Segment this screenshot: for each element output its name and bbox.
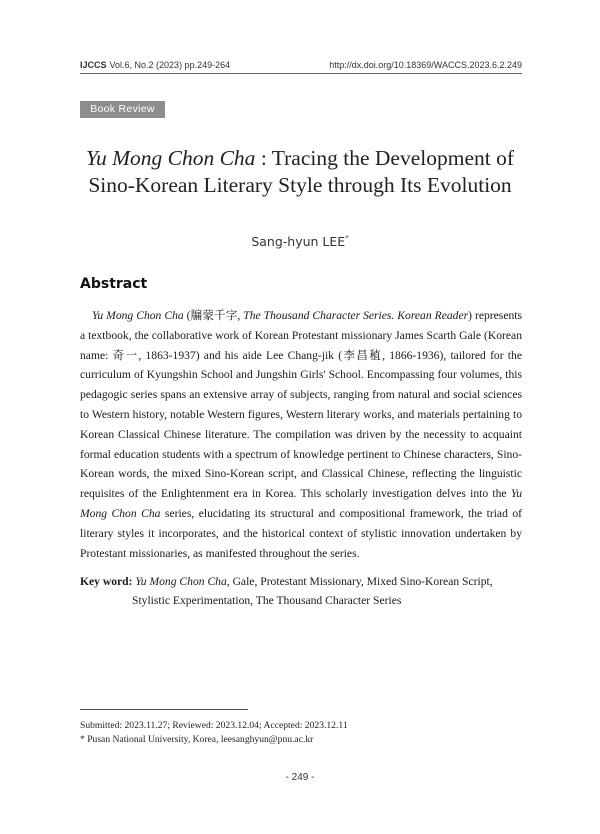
abstract-text: series, elucidating its structural and compositional framework, the triad of literary styles it incorporates, and the historical context of stylistic innovation undertaken by Protestant missionaries, as manifested throughout the series. [80,506,523,560]
footnote-dates: Submitted: 2023.11.27; Reviewed: 2023.12.04; Accepted: 2023.12.11 [80,720,348,731]
abstract-text: ) represents a textbook, the collaborative work of Korean Protestant missionary James Scarth Gale (Korean name: [80,309,522,362]
abstract-body [80,306,522,563]
footnotes [80,719,348,747]
abstract-heading: Abstract [80,276,148,292]
page-number: - 249 - [285,772,315,783]
title-italic: Yu Mong Chon Cha [85,146,256,170]
keywords-list: , Gale, Protestant Missionary, Mixed Sino-Korean Script, Stylistic Experimentation, The Thousand Character Series [132,575,493,607]
journal-volume: Vol.6, No.2 (2023) pp.249-264 [109,60,231,70]
section-badge: Book Review [80,101,165,118]
author-footnote-mark: * [345,234,349,242]
abstract-text: ( [183,309,191,322]
footnote-rule [80,709,248,710]
title-line1-rest: : Tracing the Development of [255,146,514,170]
author-line [0,234,600,249]
abstract-title-italic-2: Yu Mong Chon Cha [80,487,522,520]
header-rule [80,73,522,74]
journal-citation [80,60,230,70]
abstract-text: , 1863-1937) and his aide Lee Chang-jik ( [138,348,343,362]
keywords-italic: Yu Mong Chon Cha [135,575,227,588]
journal-name: IJCCS [80,60,107,70]
abstract-text: , 1866-1936), tailored for the curriculum of Kyungshin School and Jungshin Girls' School. Encompassing four volumes, this pedagogic series spans an extensive array of subjects, ranging from natural and social sciences to Western history, notable Western figures, Western literary works, and materials pertaining to Korean Classical Chinese literature. The compilation was driven by the necessity to acquaint formal education students with a spectrum of knowledge pertinent to Chinese characters, Sino-Korean words, the mixed Sino-Korean script, and Classical Chinese, reflecting the linguistic requisites of the Enlightenment era in Korea. This scholarly investigation delves into the [80,348,522,501]
running-header [80,60,522,74]
abstract-hanja-lee: 李昌稙 [342,348,383,362]
keywords [80,573,522,610]
doi-link[interactable]: http://dx.doi.org/10.18369/WACCS.2023.6.2.249 [329,60,522,70]
abstract-hanja-gale: 奇一 [112,348,139,362]
abstract-english-title: The Thousand Character Series. Korean Reader [243,309,469,322]
abstract-hanja-title: 牖蒙千字 [190,309,238,322]
abstract-title-italic: Yu Mong Chon Cha [92,309,184,322]
article-title [40,145,560,199]
footnote-affiliation: * Pusan National University, Korea, leesanghyun@pnu.ac.kr [80,734,314,745]
abstract-text: , [237,309,244,322]
title-line2: Sino-Korean Literary Style through Its Evolution [88,173,512,197]
author-name: Sang-hyun LEE [251,234,346,249]
keywords-label: Key word: [80,575,133,588]
